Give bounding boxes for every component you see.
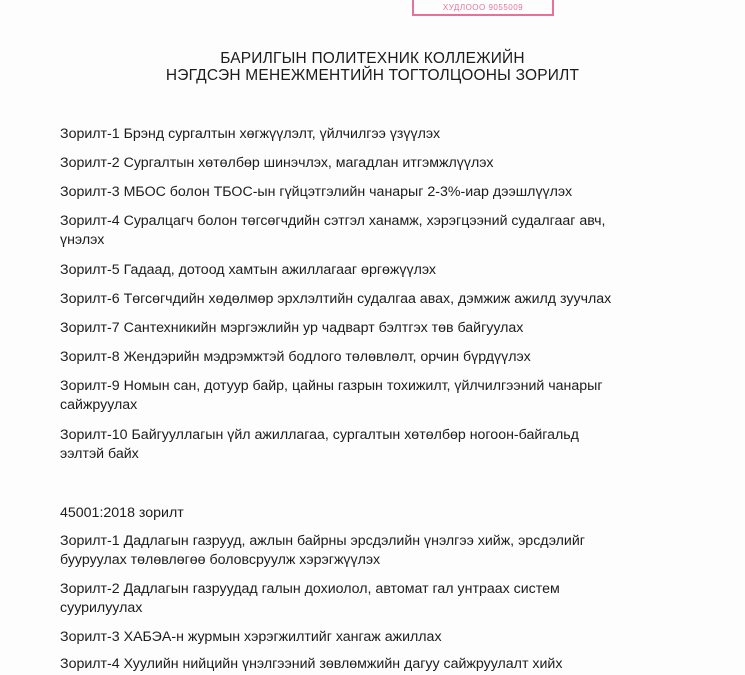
- goal-text-continued: үнэлэх: [60, 232, 105, 248]
- iso-goal-item-3: [60, 628, 672, 647]
- goal-text-continued: ээлтэй байх: [60, 446, 139, 462]
- iso-goal-item-1: [60, 532, 672, 570]
- goal-item-9: [60, 377, 672, 415]
- page-title-line2: НЭГДСЭН МЕНЕЖМЕНТИЙН ТОГТОЛЦООНЫ ЗОРИЛТ: [165, 67, 580, 84]
- goal-text: Зорилт-1 Брэнд сургалтын хөгжүүлэлт, үйлчилгээ үзүүлэх: [60, 126, 441, 142]
- stamp-seal: [412, 0, 554, 16]
- goal-text: Зорилт-6 Төгсөгчдийн хөдөлмөр эрхлэлтийн судалгаа авах, дэмжиж ажилд зуучлах: [60, 291, 612, 307]
- goal-text: Зорилт-7 Сантехникийн мэргэжлийн ур чадварт бэлтгэх төв байгуулах: [60, 320, 524, 336]
- section-title-45001: 45001:2018 зорилт: [60, 505, 184, 521]
- goal-text: Зорилт-9 Номын сан, дотуур байр, цайны газрын тохижилт, үйлчилгээний чанарыг: [60, 378, 603, 394]
- goal-item-10: [60, 426, 672, 464]
- goal-text: Зорилт-8 Жендэрийн мэдрэмжтэй бодлого төлөвлөлт, орчин бүрдүүлэх: [60, 349, 531, 365]
- stamp-text: ХУДЛООО 9055009: [442, 3, 524, 12]
- goal-text: Зорилт-4 Суралцагч болон төгсөгчдийн сэтгэл ханамж, хэрэгцээний судалгааг авч,: [60, 213, 606, 229]
- goal-text-continued: бууруулах төлөвлөгөө боловсруулж хэрэгжүүлэх: [60, 552, 381, 568]
- goal-item-1: [60, 125, 672, 144]
- goal-text: Зорилт-3 ХАБЭА-н журмын хэрэгжилтийг хангаж ажиллах: [60, 629, 442, 645]
- goal-text: Зорилт-3 МБОС болон ТБОС-ын гүйцэтгэлийн чанарыг 2-3%-иар дээшлүүлэх: [60, 184, 573, 200]
- goal-text: Зорилт-4 Хуулийн нийцийн үнэлгээний зөвлөмжийн дагуу сайжруулалт хийх: [60, 656, 563, 672]
- goal-text-continued: суурилуулах: [60, 600, 143, 616]
- goal-item-6: [60, 290, 672, 309]
- goal-item-4: [60, 212, 672, 250]
- goal-text: Зорилт-1 Дадлагын газрууд, ажлын байрны эрсдэлийн үнэлгээ хийж, эрсдэлийг: [60, 533, 585, 549]
- goal-text: Зорилт-10 Байгууллагын үйл ажиллагаа, сургалтын хөтөлбөр ногоон-байгальд: [60, 427, 579, 443]
- goal-text: Зорилт-5 Гадаад, дотоод хамтын ажиллагааг өргөжүүлэх: [60, 262, 437, 278]
- iso-goal-item-2: [60, 580, 672, 618]
- goal-item-5: [60, 261, 672, 280]
- goal-text-continued: сайжруулах: [60, 397, 138, 413]
- goal-item-3: [60, 183, 672, 202]
- goal-text: Зорилт-2 Дадлагын газруудад галын дохиолол, автомат гал унтраах систем: [60, 581, 560, 597]
- page-title-line1: БАРИЛГЫН ПОЛИТЕХНИК КОЛЛЕЖИЙН: [220, 50, 525, 67]
- iso-goal-item-4: [60, 655, 672, 674]
- goal-item-8: [60, 348, 672, 367]
- goal-item-7: [60, 319, 672, 338]
- goal-text: Зорилт-2 Сургалтын хөтөлбөр шинэчлэх, магадлан итгэмжлүүлэх: [60, 155, 494, 171]
- goal-item-2: [60, 154, 672, 173]
